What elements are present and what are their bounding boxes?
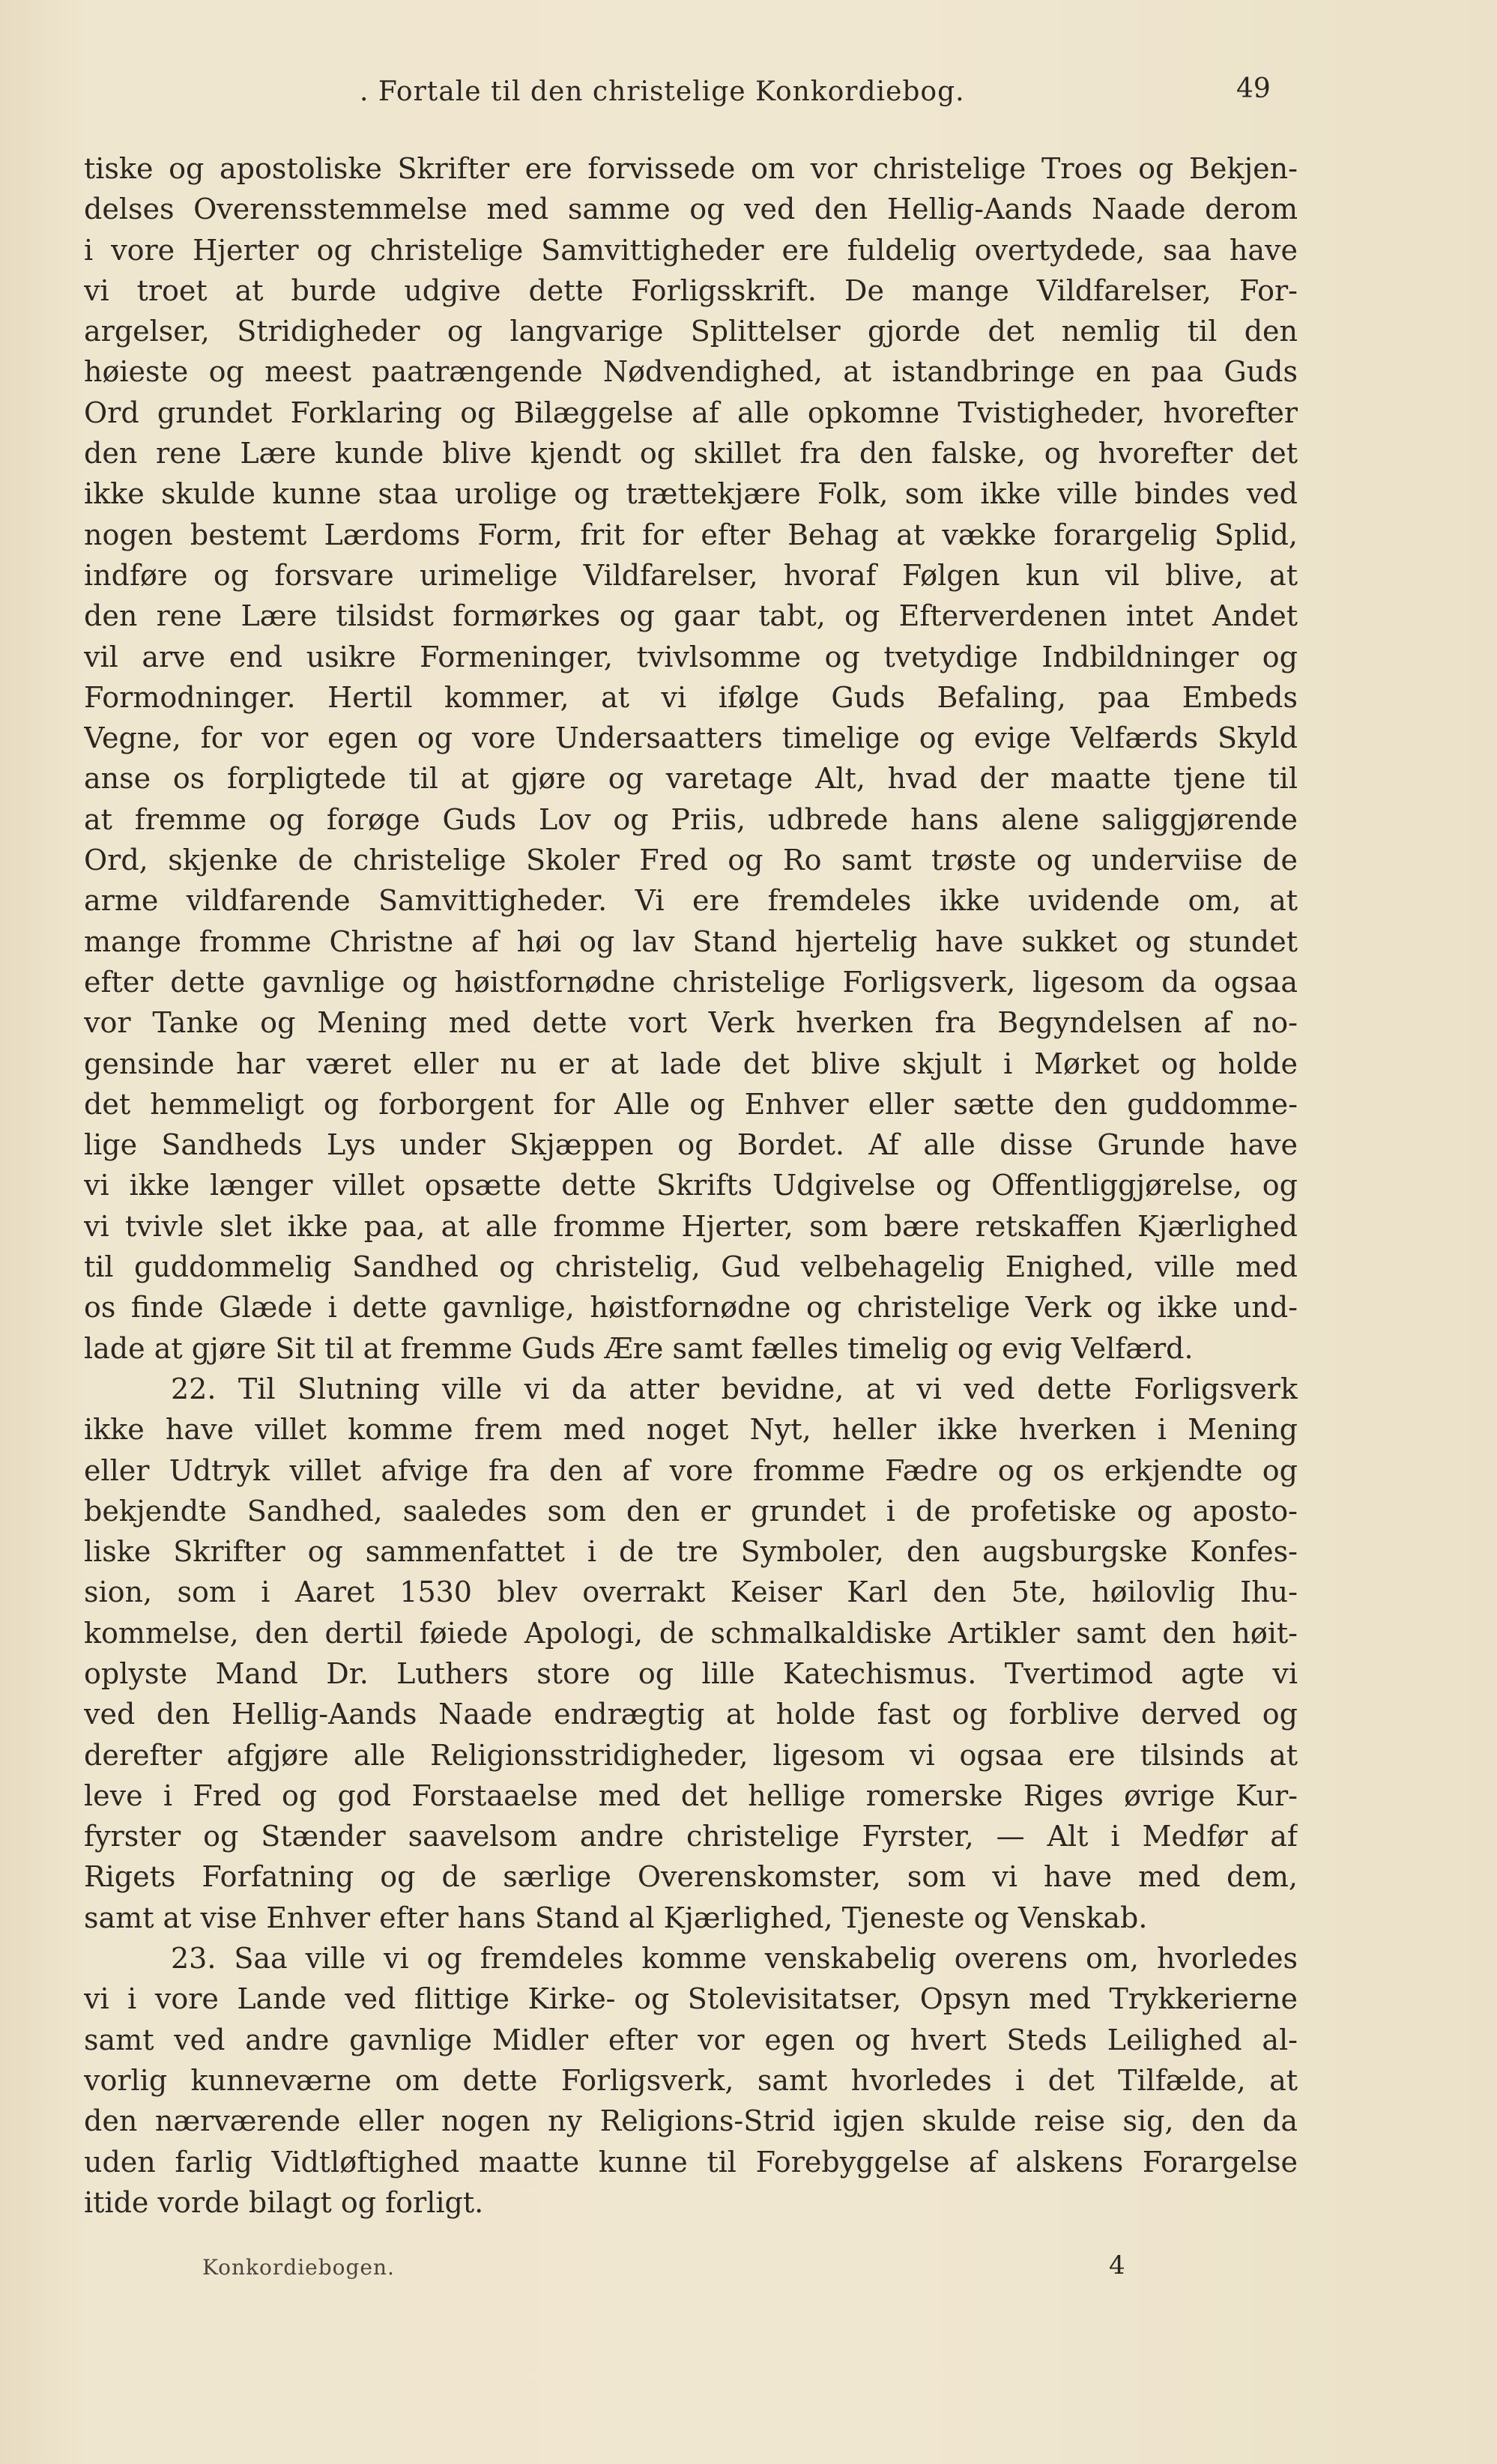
text-line: ikke skulde kunne staa urolige og trættekjære Folk, som ikke ville bindes ved (84, 477, 1298, 511)
page-header (0, 69, 1497, 121)
text-line: nogen bestemt Lærdoms Form, frit for efter Behag at vække forargelig Splid, (84, 518, 1298, 551)
text-line: delses Overensstemmelse med samme og ved den Hellig-Aands Naade derom (84, 193, 1298, 226)
text-line: i vore Hjerter og christelige Samvittigheder ere fuldelig overtydede, saa have (84, 233, 1298, 267)
text-line: itide vorde bilagt og forligt. (84, 2185, 484, 2219)
text-line: vi i vore Lande ved flittige Kirke- og Stolevisitatser, Opsyn med Trykkerierne (84, 1982, 1298, 2016)
text-line: at fremme og forøge Guds Lov og Priis, udbrede hans alene saliggjørende (84, 802, 1298, 836)
text-line: arme vildfarende Samvittigheder. Vi ere fremdeles ikke uvidende om, at (84, 884, 1298, 918)
text-line: til guddommelig Sandhed og christelig, Gud velbehagelig Enighed, ville med (84, 1250, 1298, 1284)
text-line: tiske og apostoliske Skrifter ere forvissede om vor christelige Troes og Bekjen- (84, 152, 1298, 185)
text-line: eller Udtryk villet afvige fra den af vore fromme Fædre og os erkjendte og (84, 1453, 1298, 1487)
text-line: Ord grundet Forklaring og Bilæggelse af alle opkomne Tvistigheder, hvorefter (84, 396, 1298, 429)
text-line: Rigets Forfatning og de særlige Overenskomster, som vi have med dem, (84, 1860, 1298, 1894)
text-line: lige Sandheds Lys under Skjæppen og Bordet. Af alle disse Grunde have (84, 1128, 1298, 1162)
text-line: samt at vise Enhver efter hans Stand al Kjærlighed, Tjeneste og Venskab. (84, 1901, 1148, 1934)
text-line: vorlig kunneværne om dette Forligsverk, samt hvorledes i det Tilfælde, at (84, 2063, 1298, 2097)
text-line: bekjendte Sandhed, saaledes som den er grundet i de profetiske og aposto- (84, 1494, 1298, 1528)
text-line: ikke have villet komme frem med noget Nyt, heller ikke hverken i Mening (84, 1413, 1298, 1447)
text-line: den nærværende eller nogen ny Religions-Strid igjen skulde reise sig, den da (84, 2104, 1298, 2138)
text-line: uden farlig Vidtløftighed maatte kunne til Forebyggelse af alskens Forargelse (84, 2145, 1298, 2179)
text-line: ved den Hellig-Aands Naade endrægtig at holde fast og forblive derved og (84, 1698, 1298, 1731)
sheet-number: 4 (1109, 2250, 1125, 2280)
text-line: liske Skrifter og sammenfattet i de tre Symboler, den augsburgske Konfes- (84, 1535, 1298, 1569)
body-text (84, 148, 1298, 2223)
text-line: vi troet at burde udgive dette Forligsskrift. De mange Vildfarelser, For- (84, 273, 1298, 307)
text-line: derefter afgjøre alle Religionsstridigheder, ligesom vi ogsaa ere tilsinds at (84, 1738, 1298, 1772)
text-line: Ord, skjenke de christelige Skoler Fred og Ro samt trøste og underviise de (84, 844, 1298, 877)
running-title: . Fortale til den christelige Konkordiebog. (360, 76, 965, 107)
page-number: 49 (1236, 73, 1271, 104)
text-line: mange fromme Christne af høi og lav Stand hjertelig have sukket og stundet (84, 924, 1298, 958)
printer-signature: Konkordiebogen. (202, 2255, 395, 2280)
text-line: kommelse, den dertil føiede Apologi, de schmalkaldiske Artikler samt den høit- (84, 1616, 1298, 1650)
text-line: efter dette gavnlige og høistfornødne christelige Forligsverk, ligesom da ogsaa (84, 965, 1298, 999)
page-footer (0, 2247, 1497, 2292)
text-line: Vegne, for vor egen og vore Undersaatters timelige og evige Velfærds Skyld (84, 721, 1298, 755)
text-line: argelser, Stridigheder og langvarige Splittelser gjorde det nemlig til den (84, 315, 1298, 348)
text-line: det hemmeligt og forborgent for Alle og Enhver eller sætte den guddomme- (84, 1087, 1298, 1121)
text-line: lade at gjøre Sit til at fremme Guds Ære samt fælles timelig og evig Velfærd. (84, 1331, 1194, 1365)
text-line: vil arve end usikre Formeninger, tvivlsomme og tvetydige Indbildninger og (84, 640, 1298, 673)
text-line: sion, som i Aaret 1530 blev overrakt Keiser Karl den 5te, høilovlig Ihu- (84, 1575, 1298, 1609)
text-line: indføre og forsvare urimelige Vildfarelser, hvoraf Følgen kun vil blive, at (84, 558, 1298, 592)
text-line: høieste og meest paatrængende Nødvendighed, at istandbringe en paa Guds (84, 355, 1298, 389)
text-line: os finde Glæde i dette gavnlige, høistfornødne og christelige Verk og ikke und- (84, 1291, 1298, 1325)
text-line: anse os forpligtede til at gjøre og varetage Alt, hvad der maatte tjene til (84, 762, 1298, 796)
text-line: den rene Lære tilsidst formørkes og gaar tabt, og Efterverdenen intet Andet (84, 599, 1298, 633)
text-line: 22. Til Slutning ville vi da atter bevidne, at vi ved dette Forligsverk (171, 1372, 1298, 1405)
text-line: 23. Saa ville vi og fremdeles komme venskabelig overens om, hvorledes (171, 1942, 1298, 1976)
text-line: Formodninger. Hertil kommer, at vi ifølge Guds Befaling, paa Embeds (84, 680, 1298, 714)
text-line: leve i Fred og god Forstaaelse med det hellige romerske Riges øvrige Kur- (84, 1779, 1298, 1812)
text-line: samt ved andre gavnlige Midler efter vor egen og hvert Steds Leilighed al- (84, 2023, 1298, 2056)
text-line: den rene Lære kunde blive kjendt og skillet fra den falske, og hvorefter det (84, 437, 1298, 470)
text-line: vi tvivle slet ikke paa, at alle fromme Hjerter, som bære retskaffen Kjærlighed (84, 1209, 1298, 1243)
text-line: fyrster og Stænder saavelsom andre christelige Fyrster, — Alt i Medfør af (84, 1820, 1298, 1853)
text-line: gensinde har været eller nu er at lade det blive skjult i Mørket og holde (84, 1047, 1298, 1080)
text-line: vi ikke længer villet opsætte dette Skrifts Udgivelse og Offentliggjørelse, og (84, 1169, 1298, 1202)
text-line: vor Tanke og Mening med dette vort Verk hverken fra Begyndelsen af no- (84, 1006, 1298, 1040)
text-line: oplyste Mand Dr. Luthers store og lille Katechismus. Tvertimod agte vi (84, 1656, 1298, 1690)
